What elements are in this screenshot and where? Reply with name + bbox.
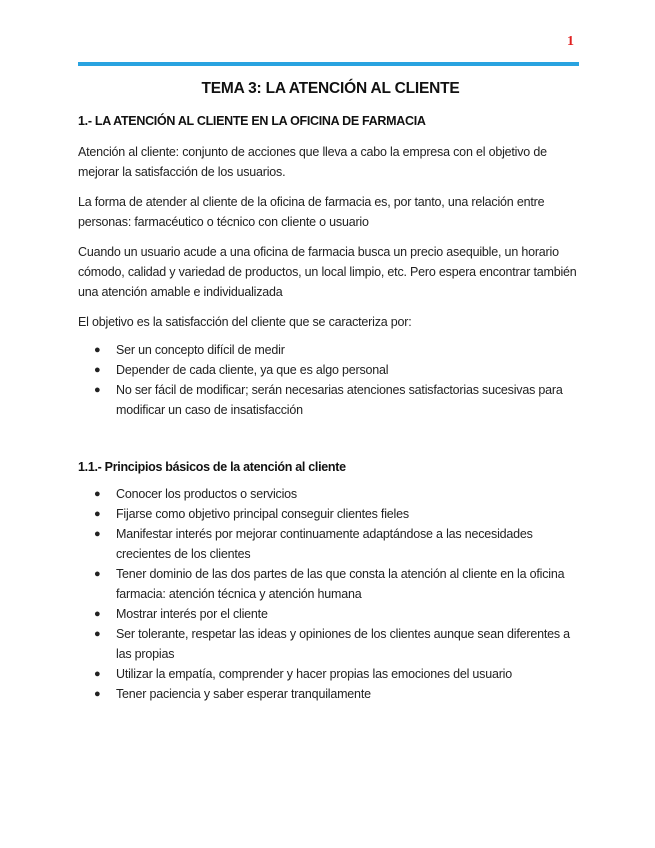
paragraph: Atención al cliente: conjunto de acciones que lleva a cabo la empresa con el objetivo de mejorar la satisfacción de los usuarios. bbox=[78, 145, 547, 179]
list-item-text: Fijarse como objetivo principal conseguir clientes fieles bbox=[116, 507, 409, 521]
subsection-heading: 1.1.- Principios básicos de la atención al cliente bbox=[78, 460, 346, 474]
list-item-text: Depender de cada cliente, ya que es algo personal bbox=[116, 363, 389, 377]
bullet-icon: ● bbox=[94, 364, 101, 376]
list-item bbox=[78, 484, 583, 504]
list-item-text: Ser tolerante, respetar las ideas y opiniones de los clientes aunque sean diferentes a las propias bbox=[116, 627, 570, 661]
paragraph: La forma de atender al cliente de la oficina de farmacia es, por tanto, una relación entre personas: farmacéutico o técnico con cliente o usuario bbox=[78, 195, 545, 229]
bullet-icon: ● bbox=[94, 384, 101, 396]
list-item-text: Mostrar interés por el cliente bbox=[116, 607, 268, 621]
list-item bbox=[78, 624, 583, 664]
document-body bbox=[78, 80, 583, 704]
paragraph: El objetivo es la satisfacción del cliente que se caracteriza por: bbox=[78, 315, 412, 329]
paragraph: Cuando un usuario acude a una oficina de farmacia busca un precio asequible, un horario cómodo, calidad y variedad de productos, un local limpio, etc. Pero espera encontrar también una atención amable e individualizada bbox=[78, 245, 577, 299]
bullet-icon: ● bbox=[94, 568, 101, 580]
list-item bbox=[78, 604, 583, 624]
page-number: 1 bbox=[567, 34, 574, 49]
bullet-icon: ● bbox=[94, 688, 101, 700]
bullet-icon: ● bbox=[94, 508, 101, 520]
list-item-text: Tener paciencia y saber esperar tranquilamente bbox=[116, 687, 371, 701]
bullet-icon: ● bbox=[94, 628, 101, 640]
list-item bbox=[78, 360, 583, 380]
section-heading: 1.- LA ATENCIÓN AL CLIENTE EN LA OFICINA DE FARMACIA bbox=[78, 114, 426, 128]
bullet-list bbox=[78, 340, 583, 420]
document-title: TEMA 3: LA ATENCIÓN AL CLIENTE bbox=[201, 80, 460, 97]
bullet-icon: ● bbox=[94, 668, 101, 680]
list-item bbox=[78, 504, 583, 524]
list-item-text: Conocer los productos o servicios bbox=[116, 487, 297, 501]
list-item-text: Utilizar la empatía, comprender y hacer propias las emociones del usuario bbox=[116, 667, 513, 681]
list-item bbox=[78, 684, 583, 704]
bullet-icon: ● bbox=[94, 608, 101, 620]
list-item-text: Manifestar interés por mejorar continuamente adaptándose a las necesidades crecientes de los clientes bbox=[116, 527, 533, 561]
list-item bbox=[78, 524, 583, 564]
list-item bbox=[78, 340, 583, 360]
bullet-icon: ● bbox=[94, 344, 101, 356]
bullet-icon: ● bbox=[94, 528, 101, 540]
list-item-text: No ser fácil de modificar; serán necesarias atenciones satisfactorias sucesivas para modificar un caso de insatisfacción bbox=[116, 383, 563, 417]
bullet-icon: ● bbox=[94, 488, 101, 500]
bullet-list bbox=[78, 484, 583, 704]
list-item bbox=[78, 664, 583, 684]
header-rule bbox=[78, 62, 579, 66]
list-item-text: Tener dominio de las dos partes de las que consta la atención al cliente en la oficina farmacia: atención técnica y atención humana bbox=[116, 567, 565, 601]
list-item bbox=[78, 380, 583, 420]
list-item-text: Ser un concepto difícil de medir bbox=[116, 343, 285, 357]
list-item bbox=[78, 564, 583, 604]
